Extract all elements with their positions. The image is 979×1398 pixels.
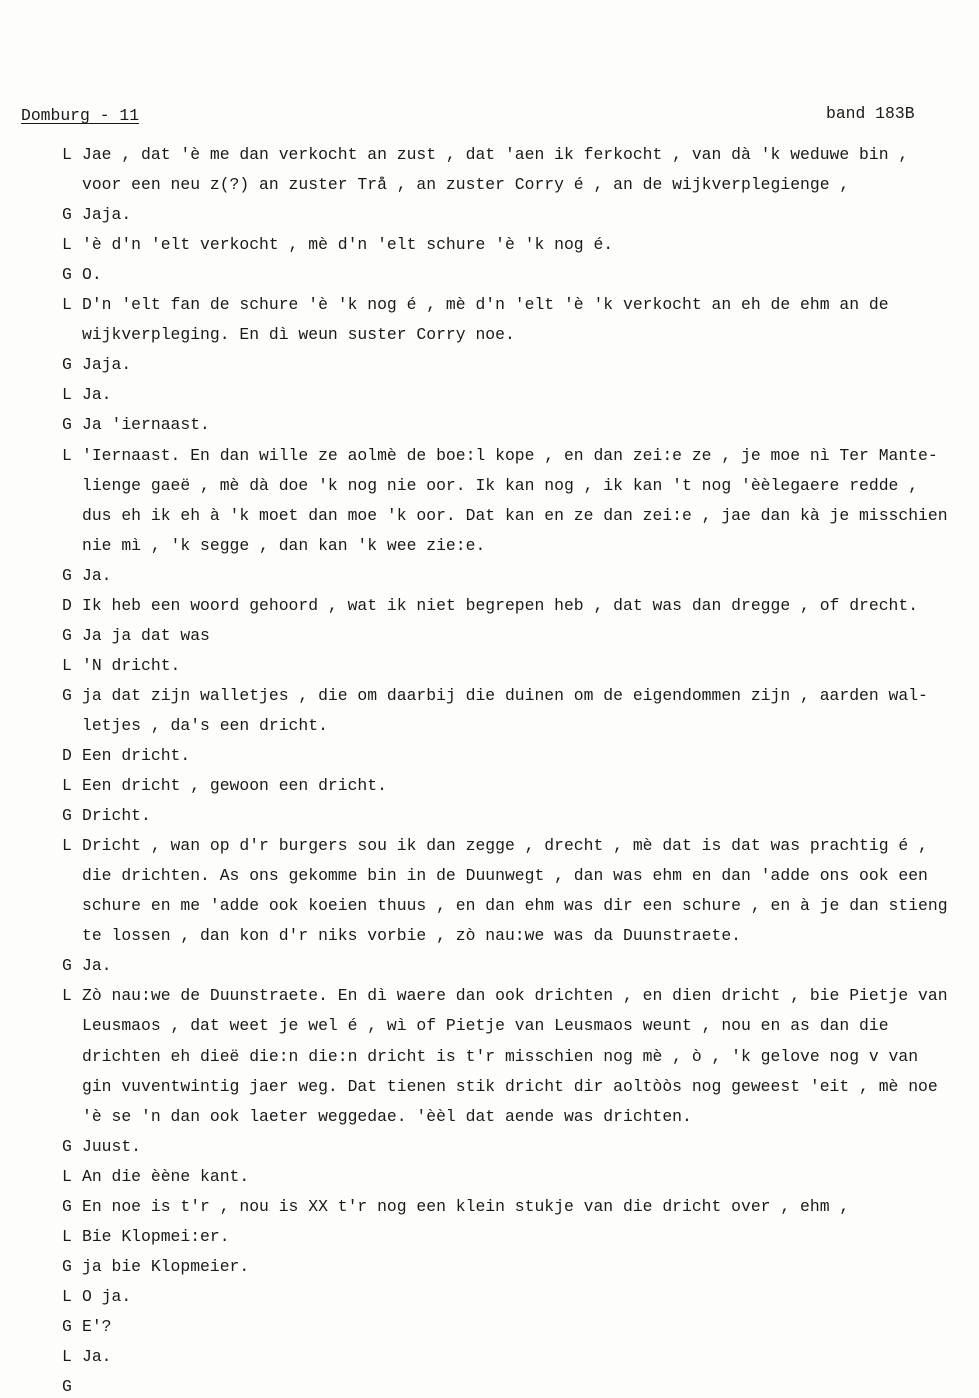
speaker-label: G	[62, 1196, 72, 1216]
speaker-label: G	[62, 1377, 72, 1397]
speaker-label: G	[62, 1256, 72, 1276]
utterance-text: die drichten. As ons gekomme bin in de Duunwegt , dan was ehm en dan 'adde ons ook een	[82, 866, 928, 886]
utterance-text: drichten eh dieë die:n die:n dricht is t'r misschien nog mè , ò , 'k gelove nog v van	[82, 1046, 919, 1066]
speaker-label: G	[62, 806, 72, 826]
speaker-label: G	[62, 265, 72, 285]
utterance-text: ja bie Klopmeier.	[82, 1256, 250, 1276]
utterance-text: nie mì , 'k segge , dan kan 'k wee zie:e.	[82, 535, 486, 555]
utterance-text: 'è se 'n dan ook laeter weggedae. 'èèl dat aende was drichten.	[82, 1106, 692, 1126]
utterance-text: Juust.	[82, 1136, 142, 1156]
utterance-text: letjes , da's een dricht.	[82, 715, 328, 735]
band-label: band 183B	[826, 104, 915, 123]
utterance-text: Jaja.	[82, 355, 132, 375]
utterance-text: O ja.	[82, 1286, 132, 1306]
speaker-label: G	[62, 625, 72, 645]
utterance-text: Jae , dat 'è me dan verkocht an zust , dat 'aen ik ferkocht , van dà 'k weduwe bin ,	[82, 145, 909, 164]
speaker-label: G	[62, 1316, 72, 1336]
utterance-text: te lossen , dan kon d'r niks vorbie , zò nau:we was da Duunstraete.	[82, 926, 742, 946]
utterance-text: Jaja.	[82, 205, 132, 225]
utterance-text: Dricht.	[82, 806, 151, 826]
speaker-label: D	[62, 746, 72, 765]
utterance-text: D'n 'elt fan de schure 'è 'k nog é , mè d'n 'elt 'è 'k verkocht an eh de ehm an de	[82, 295, 889, 315]
speaker-label: G	[62, 355, 72, 375]
speaker-label: L	[62, 445, 72, 465]
speaker-label: L	[62, 986, 72, 1006]
speaker-label: G	[62, 415, 72, 435]
utterance-text: schure en me 'adde ook koeien thuus , en dan ehm was dir een schure , en à je dan stieng	[82, 896, 948, 916]
utterance-text: 'è d'n 'elt verkocht , mè d'n 'elt schure 'è 'k nog é.	[82, 235, 614, 255]
speaker-label: G	[62, 565, 72, 585]
utterance-text: wijkverpleging. En dì weun suster Corry noe.	[82, 325, 515, 345]
speaker-label: L	[62, 1347, 72, 1366]
speaker-label: G	[62, 1136, 72, 1156]
utterance-text: An die èène kant.	[82, 1166, 250, 1186]
utterance-text: Leusmaos , dat weet je wel é , wì of Pietje van Leusmaos weunt , nou en as dan die	[82, 1016, 889, 1036]
speaker-label: L	[62, 1166, 72, 1186]
speaker-label: G	[62, 956, 72, 976]
utterance-text: 'N dricht.	[82, 655, 181, 675]
speaker-label: L	[62, 295, 72, 315]
utterance-text: Een dricht , gewoon een dricht.	[82, 776, 387, 796]
document-title: Domburg - 11	[21, 106, 140, 125]
speaker-label: L	[62, 776, 72, 796]
speaker-label: L	[62, 385, 72, 405]
utterance-text: voor een neu z(?) an zuster Trå , an zuster Corry é , an de wijkverplegienge ,	[82, 175, 850, 195]
utterance-text: Een dricht.	[82, 746, 191, 765]
utterance-text: O.	[82, 265, 102, 285]
speaker-label: L	[62, 1226, 72, 1246]
speaker-label: G	[62, 205, 72, 225]
speaker-label: L	[62, 145, 72, 164]
utterance-text: E'?	[82, 1316, 112, 1336]
utterance-text: Ja ja dat was	[82, 625, 210, 645]
utterance-text: gin vuventwintig jaer weg. Dat tienen stik dricht dir aoltòòs nog geweest 'eit , mè noe	[82, 1076, 938, 1096]
utterance-text: Ja.	[82, 956, 112, 976]
speaker-label: L	[62, 836, 72, 856]
utterance-text: En noe is t'r , nou is XX t'r nog een klein stukje van die dricht over , ehm ,	[82, 1196, 850, 1216]
utterance-text: Ja 'iernaast.	[82, 415, 210, 435]
utterance-text: Dricht , wan op d'r burgers sou ik dan zegge , drecht , mè dat is dat was prachtig é ,	[82, 836, 928, 856]
speaker-label: G	[62, 685, 72, 705]
utterance-text: dus eh ik eh à 'k moet dan moe 'k oor. Dat kan en ze dan zei:e , jae dan kà je misschien	[82, 505, 948, 525]
utterance-text: Ja.	[82, 385, 112, 405]
speaker-label: L	[62, 235, 72, 255]
utterance-text: Ja.	[82, 565, 112, 585]
utterance-text: 'Iernaast. En dan wille ze aolmè de boe:l kope , en dan zei:e ze , je moe nì Ter Mante-	[82, 445, 938, 465]
utterance-text: Ik heb een woord gehoord , wat ik niet begrepen heb , dat was dan dregge , of drecht.	[82, 595, 919, 615]
utterance-text: Ja.	[82, 1347, 112, 1366]
utterance-text: lienge gaeë , mè dà doe 'k nog nie oor. Ik kan nog , ik kan 't nog 'èèlegaere redde ,	[82, 475, 919, 495]
speaker-label: L	[62, 655, 72, 675]
utterance-text: Zò nau:we de Duunstraete. En dì waere dan ook drichten , en dien dricht , bie Pietje van	[82, 986, 948, 1006]
utterance-text: ja dat zijn walletjes , die om daarbij die duinen om de eigendommen zijn , aarden wal-	[82, 685, 928, 705]
speaker-label: D	[62, 595, 72, 615]
utterance-text: Bie Klopmei:er.	[82, 1226, 230, 1246]
speaker-label: L	[62, 1286, 72, 1306]
